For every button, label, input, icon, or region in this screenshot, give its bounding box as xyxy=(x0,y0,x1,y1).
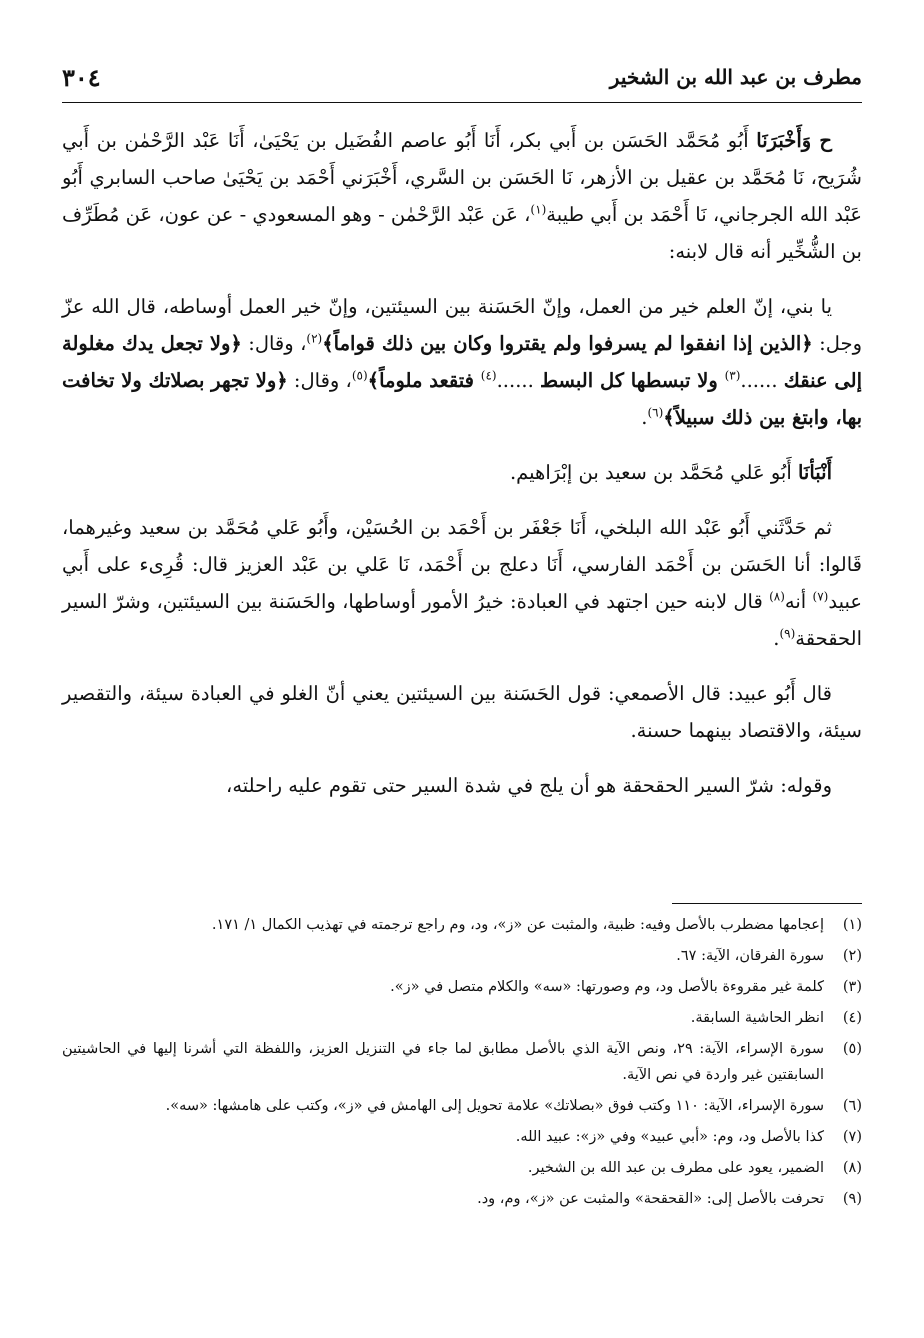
footnote: (٩) تحرفت بالأصل إلى: «القحقحة» والمثبت عن «ز»، وم، ود. xyxy=(477,1191,862,1207)
paragraph-2: يا بني، إنّ العلم خير من العمل، وإنّ الحَسَنة بين السيئتين، وإنّ خير العمل أوساطه، قال الله عزّ وجل: ﴿الذين إذا انفقوا لم يسرفوا ولم يقتروا وكان بين ذلك قواماً﴾$^{(٢)}$، وقال: ﴿ولا تجعل يدك مغلولة إلى عنقك ......$^{(٣)}$ ولا تبسطها كل البسط ......$^{(٤)}$ فتقعد ملوماً﴾$^{(٥)}$، وقال: ﴿ولا تجهر بصلاتك ولا تخافت بها، وابتغ بين ذلك سبيلاً﴾$^{(٦)}$. xyxy=(62,295,863,429)
footnotes xyxy=(62,912,862,1217)
footnote: (٨) الضمير، يعود على مطرف بن عبد الله بن الشخير. xyxy=(527,1160,862,1176)
footnote: (٤) انظر الحاشية السابقة. xyxy=(690,1010,862,1026)
footnote-ref-3: (٣) xyxy=(724,368,741,383)
footnote: (٧) كذا بالأصل ود، وم: «أبي عبيد» وفي «ز»: عبيد الله. xyxy=(515,1129,862,1145)
quran-quote-5: ﴿ولا تجهر بصلاتك ولا تخافت بها، وابتغ بين ذلك سبيلاً﴾ xyxy=(62,369,862,429)
page-header xyxy=(62,52,862,103)
footnote-ref-9: (٩) xyxy=(779,626,796,641)
main-text xyxy=(62,122,862,822)
footnote-ref-1: (١) xyxy=(530,202,547,217)
quran-quote-1: ﴿الذين إذا انفقوا لم يسرفوا ولم يقتروا وكان بين ذلك قواماً﴾ xyxy=(322,332,813,355)
paragraph-3: أَنْبَأنَا أَبُو عَلي مُحَمَّد بن سعيد بن إبْرَاهيم. xyxy=(509,461,832,484)
isnad-lead: ح وَأَخْبَرَنَا xyxy=(756,129,832,152)
footnote: (١) إعجامها مضطرب بالأصل وفيه: ظبية، والمثبت عن «ز»، ود، وم راجع ترجمته في تهذيب الكمال ١/ ١٧١. xyxy=(211,917,862,933)
quran-quote-3: ولا تبسطها كل البسط xyxy=(540,369,725,392)
paragraph-1: ح وَأَخْبَرَنَا أَبُو مُحَمَّد الحَسَن بن أَبي بكر، أَنَا أَبُو عاصم الفُضَيل بن يَحْيَىٰ، أَنَا عَبْد الرَّحْمٰن بن أَبي شُرَيح، نَا مُحَمَّد بن عقيل بن الأزهر، نَا الحَسَن بن السَّري، أَخْبَرَني أَحْمَد بن يَحْيَىٰ صاحب السابري أَبُو عَبْد الله الجرجاني، نَا أَحْمَد بن أَبي طيبة$^{(١)}$، عَن عَبْد الرَّحْمٰن - وهو المسعودي - عن عون، عَن مُطَرِّف بن الشُّخِّير أنه قال لابنه: xyxy=(62,129,862,263)
footnote: (٢) سورة الفرقان، الآية: ٦٧. xyxy=(676,948,862,964)
paragraph-6: وقوله: شرّ السير الحقحقة هو أن يلج في شدة السير حتى تقوم عليه راحلته، xyxy=(226,774,832,797)
footnote-divider xyxy=(672,903,862,904)
paragraph-4: ثم حَدَّثَني أَبُو عَبْد الله البلخي، أَنَا جَعْفَر بن أَحْمَد بن الحُسَيْن، وأَبُو عَلي مُحَمَّد بن سعيد وغيرهما، قَالوا: أنا الحَسَن بن أَحْمَد الفارسي، أَنَا دعلج بن أَحْمَد، نَا عَلي بن عَبْد العزيز قال: قُرِىء على أَبي عبيد$^{(٧)}$ أنه$^{(٨)}$ قال لابنه حين اجتهد في العبادة: خيرُ الأمور أوساطها، والحَسَنة بين السيئتين، وشرّ السير الحقحقة$^{(٩)}$. xyxy=(62,516,862,650)
quran-quote-2: ﴿ولا تجعل يدك مغلولة إلى عنقك xyxy=(62,332,863,392)
footnote: (٣) كلمة غير مقروءة بالأصل ود، وم وصورتها: «سه» والكلام متصل في «ز». xyxy=(390,979,862,995)
footnote-ref-7: (٧) xyxy=(812,589,829,604)
footnote-ref-4: (٤) xyxy=(480,368,497,383)
footnote: (٦) سورة الإسراء، الآية: ١١٠ وكتب فوق «بصلاتك» علامة تحويل إلى الهامش في «ز»، وكتب على هامشها: «سه». xyxy=(165,1098,862,1114)
footnote: (٥) سورة الإسراء، الآية: ٢٩، ونص الآية الذي بالأصل مطابق لما جاء في التنزيل العزيز، واللفظة التي أشرنا إليها في الحاشيتين السابقتين غير واردة في نص الآية. xyxy=(62,1041,862,1083)
page-number: ٣٠٤ xyxy=(62,62,101,92)
isnad-lead: أَنْبَأنَا xyxy=(797,461,832,484)
paragraph-5: قال أَبُو عبيد: قال الأصمعي: قول الحَسَنة بين السيئتين يعني أنّ الغلو في العبادة سيئة، والتقصير سيئة، والاقتصاد بينهما حسنة. xyxy=(62,682,862,742)
footnote-ref-6: (٦) xyxy=(647,405,664,420)
running-title: مطرف بن عبد الله بن الشخير xyxy=(609,65,862,89)
footnote-ref-2: (٢) xyxy=(306,331,323,346)
footnote-ref-5: (٥) xyxy=(351,368,368,383)
quran-quote-4: فتقعد ملوماً﴾ xyxy=(367,369,481,392)
footnote-ref-8: (٨) xyxy=(769,589,785,604)
